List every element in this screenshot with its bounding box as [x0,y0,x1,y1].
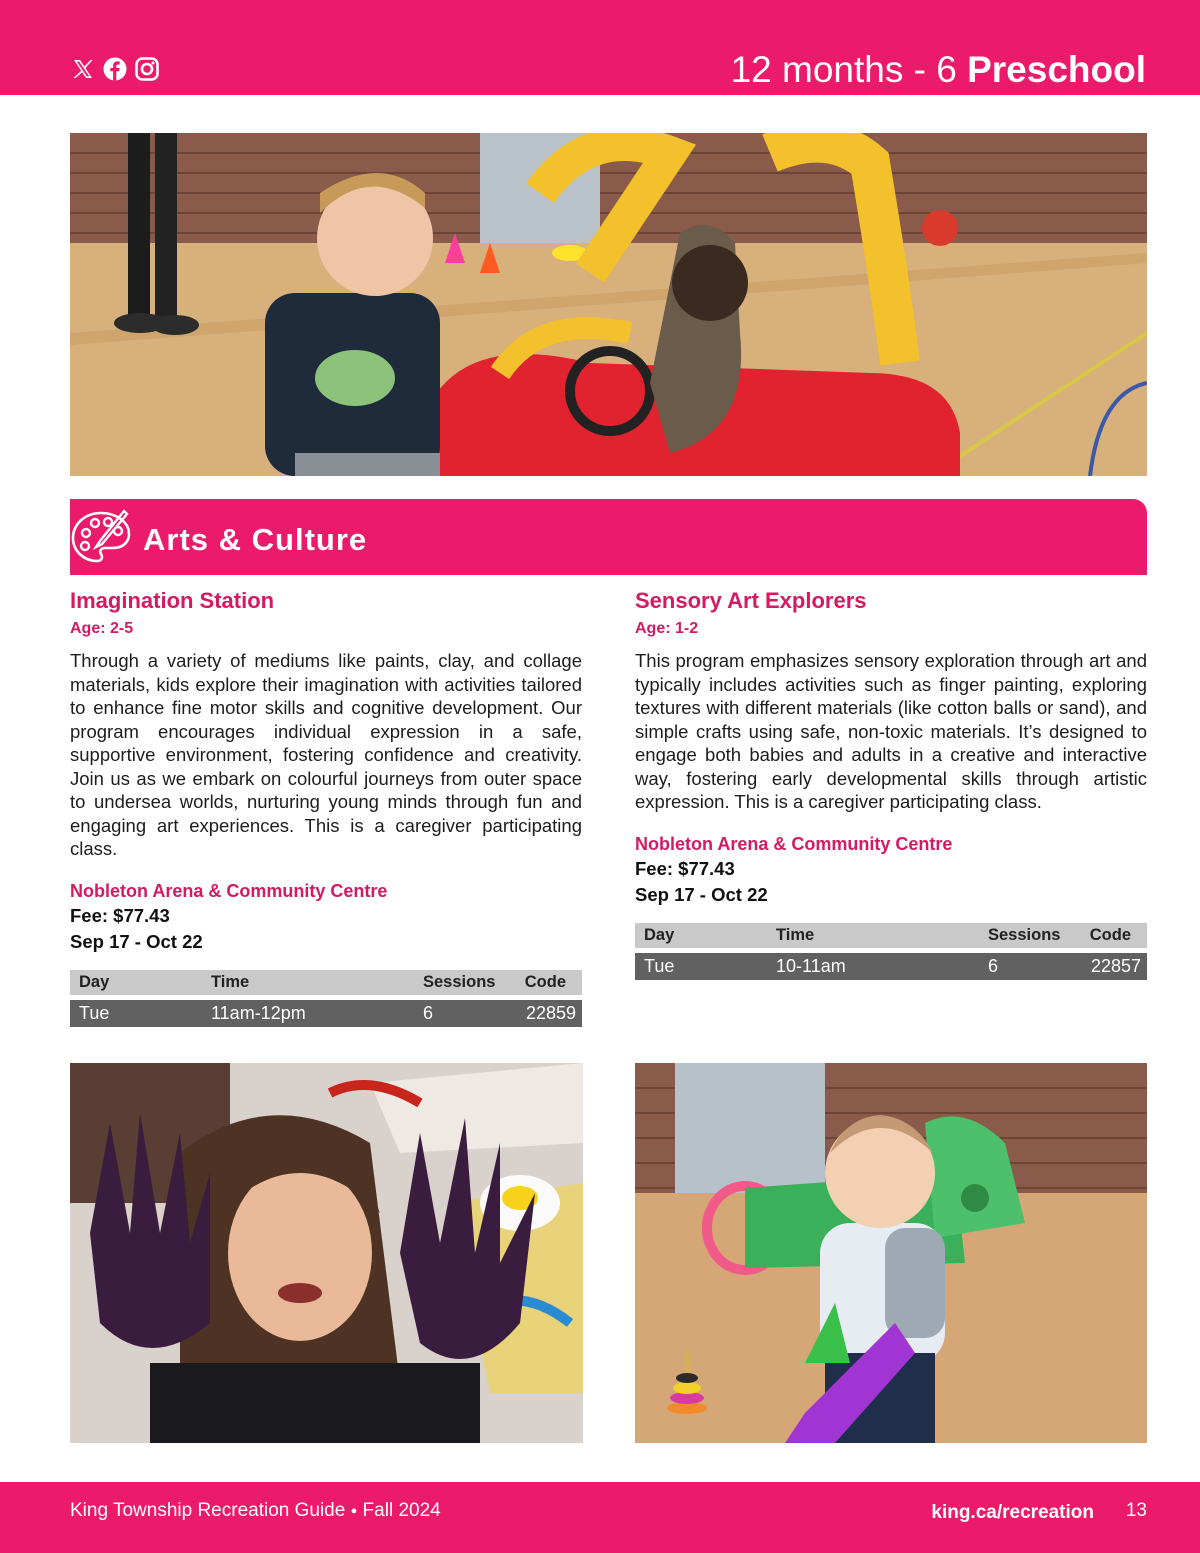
cell-day: Tue [79,1002,110,1023]
header-code: Code [524,972,566,991]
cell-day: Tue [644,955,675,976]
cell-time: 10-11am [776,955,846,976]
program-age: Age: 1-2 [635,620,699,637]
program-imagination-station [70,586,582,1027]
program-age: Age: 2-5 [70,620,134,637]
bullet-separator: ● [350,1505,358,1517]
cell-time: 11am-12pm [211,1002,306,1023]
top-banner [0,0,1200,95]
cell-sessions: 6 [988,955,999,976]
section-header [70,499,1147,575]
header-day: Day [644,925,675,944]
season: Fall 2024 [362,1500,441,1521]
age-range-title: 12 months - 6 [730,49,968,90]
program-sensory-art-explorers [635,586,1147,980]
table-header [70,970,582,995]
footer-guide-info [70,1499,441,1523]
program-venue: Nobleton Arena & Community Centre [635,833,953,854]
header-sessions: Sessions [423,972,496,991]
header-code: Code [1089,925,1131,944]
guide-name: King Township Recreation Guide [70,1500,346,1521]
program-dates: Sep 17 - Oct 22 [70,930,203,952]
footer-website-link[interactable]: king.ca/recreation [931,1502,1094,1523]
header-day: Day [79,972,110,991]
cell-code: 22857 [1090,955,1141,976]
x-icon[interactable] [70,56,96,82]
program-fee: Fee: $77.43 [635,857,735,879]
table-header [635,923,1147,948]
footer [0,1482,1200,1553]
program-title: Imagination Station [70,588,275,613]
page-header [731,48,1146,92]
page-number: 13 [1125,1500,1147,1521]
hero-photo [70,133,1147,476]
program-dates: Sep 17 - Oct 22 [635,883,768,905]
program-title: Sensory Art Explorers [635,588,867,613]
program-description: This program emphasizes sensory exploration through art and typically includes activities such as finger painting, exploring textures with different materials (like cotton balls or sand), and simple crafts using safe, non-toxic materials. It’s designed to engage both babies and adults in a creative and interactive way, fostering early developmental skills through artistic expression. This is a caregiver participating class. [635,650,1147,812]
header-time: Time [776,925,815,944]
instagram-icon[interactable] [134,56,160,82]
baby-cone-photo [635,1063,1147,1443]
cell-code: 22859 [525,1002,576,1023]
program-fee: Fee: $77.43 [70,904,170,926]
table-row [635,953,1147,980]
table-row [70,1000,582,1027]
section-title: Arts & Culture [143,522,368,557]
cell-sessions: 6 [423,1002,434,1023]
header-sessions: Sessions [988,925,1061,944]
social-links [70,56,160,82]
category-title: Preschool [967,49,1146,90]
facebook-icon[interactable] [102,56,128,82]
program-venue: Nobleton Arena & Community Centre [70,880,388,901]
program-description: Through a variety of mediums like paints, clay, and collage materials, kids explore their imagination with activities tailored to enhance fine motor skills and cognitive development. Our program encourages individual expression in a safe, supportive environment, fostering confidence and creativity. Join us as we embark on colourful journeys from outer space to undersea worlds, nurturing young minds through fun and engaging art experiences. This is a caregiver participating class. [70,650,582,859]
schedule-table [70,970,582,1027]
schedule-table [635,923,1147,980]
finger-painting-photo [70,1063,583,1443]
palette-icon [70,507,132,567]
header-time: Time [211,972,250,991]
